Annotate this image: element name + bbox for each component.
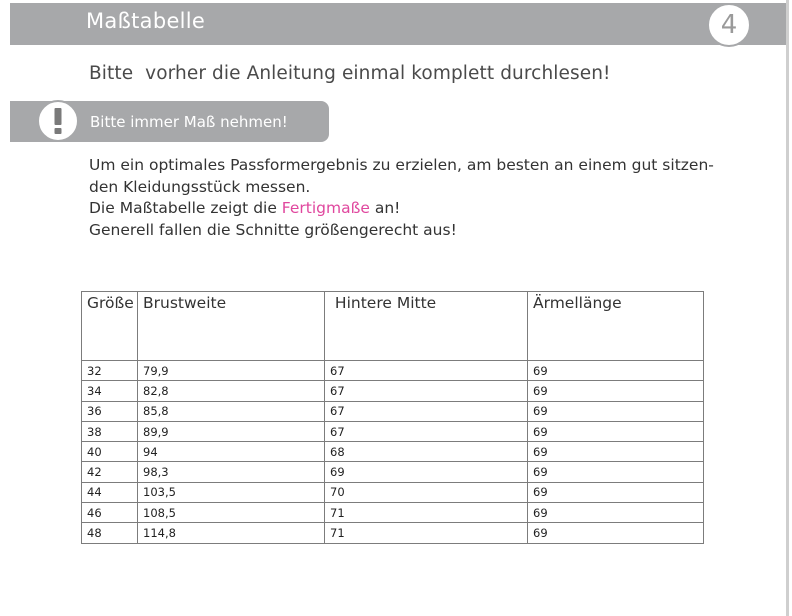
cell-sleeve-length: 69 <box>528 482 704 502</box>
cell-size: 36 <box>82 401 138 421</box>
cell-back-center: 68 <box>325 442 528 462</box>
cell-back-center: 67 <box>325 361 528 381</box>
cell-sleeve-length: 69 <box>528 503 704 523</box>
cell-back-center: 67 <box>325 421 528 441</box>
cell-sleeve-length: 69 <box>528 421 704 441</box>
size-table <box>81 291 704 544</box>
cell-size: 40 <box>82 442 138 462</box>
cell-sleeve-length: 69 <box>528 442 704 462</box>
table-row <box>82 482 704 502</box>
subheading: Bitte vorher die Anleitung einmal komplett durchlesen! <box>89 63 611 84</box>
instructions-line-3-start: Die Maßtabelle zeigt die <box>89 199 282 217</box>
cell-back-center: 71 <box>325 503 528 523</box>
table-row <box>82 361 704 381</box>
cell-size: 32 <box>82 361 138 381</box>
table-row <box>82 401 704 421</box>
page-number: 4 <box>707 3 751 47</box>
cell-chest-width: 114,8 <box>138 523 325 543</box>
cell-back-center: 71 <box>325 523 528 543</box>
cell-size: 34 <box>82 381 138 401</box>
cell-chest-width: 85,8 <box>138 401 325 421</box>
column-header-chest-width: Brustweite <box>138 292 325 361</box>
note-text: Bitte immer Maß nehmen! <box>90 113 288 131</box>
cell-back-center: 67 <box>325 381 528 401</box>
cell-sleeve-length: 69 <box>528 361 704 381</box>
column-header-back-center: Hintere Mitte <box>325 292 528 361</box>
page-title: Maßtabelle <box>86 9 206 33</box>
cell-back-center: 67 <box>325 401 528 421</box>
cell-size: 46 <box>82 503 138 523</box>
table-row <box>82 462 704 482</box>
table-row <box>82 442 704 462</box>
cell-size: 44 <box>82 482 138 502</box>
instructions-line-3 <box>89 198 709 220</box>
cell-chest-width: 82,8 <box>138 381 325 401</box>
instructions-line-4: Generell fallen die Schnitte größengerecht aus! <box>89 220 457 239</box>
column-header-size: Größe <box>82 292 138 361</box>
exclamation-icon <box>37 100 79 142</box>
instructions-paragraph <box>89 155 714 241</box>
cell-sleeve-length: 69 <box>528 462 704 482</box>
cell-size: 42 <box>82 462 138 482</box>
instructions-line-2: den Kleidungsstück messen. <box>89 177 311 196</box>
cell-chest-width: 108,5 <box>138 503 325 523</box>
cell-back-center: 70 <box>325 482 528 502</box>
table-row <box>82 523 704 543</box>
cell-sleeve-length: 69 <box>528 523 704 543</box>
cell-chest-width: 79,9 <box>138 361 325 381</box>
table-row <box>82 421 704 441</box>
table-header-row <box>82 292 704 361</box>
cell-size: 38 <box>82 421 138 441</box>
cell-chest-width: 89,9 <box>138 421 325 441</box>
cell-sleeve-length: 69 <box>528 381 704 401</box>
cell-chest-width: 94 <box>138 442 325 462</box>
cell-sleeve-length: 69 <box>528 401 704 421</box>
cell-back-center: 69 <box>325 462 528 482</box>
cell-chest-width: 98,3 <box>138 462 325 482</box>
cell-chest-width: 103,5 <box>138 482 325 502</box>
table-row <box>82 381 704 401</box>
instructions-line-3-end: an! <box>369 199 401 217</box>
cell-size: 48 <box>82 523 138 543</box>
table-row <box>82 503 704 523</box>
instructions-line-1: Um ein optimales Passformergebnis zu erzielen, am besten an einem gut sitzen- <box>89 156 714 174</box>
finished-measurements-highlight: Fertigmaße <box>281 199 370 217</box>
column-header-sleeve-length: Ärmellänge <box>528 292 704 361</box>
